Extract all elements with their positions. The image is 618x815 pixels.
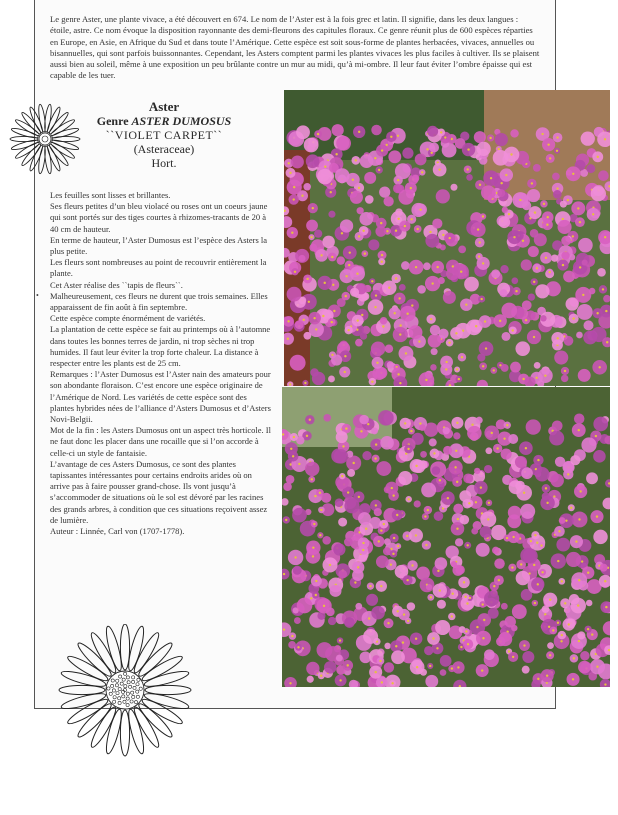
description-paragraph: Ses fleurs petites d’un bleu violacé ou roses ont un coeurs jaune qui sont portés sur des tiges courtes à rhizomes-tracants de 20 à 40 cm de hauteur. <box>50 201 268 234</box>
genre-line <box>84 114 244 128</box>
description-paragraph: Cet Aster réalise des ``tapis de fleurs``. <box>50 279 183 290</box>
daisy-drawing-icon <box>8 102 82 176</box>
species-heading <box>84 100 244 170</box>
genre-prefix: Genre <box>96 114 132 128</box>
variety-name: ``VIOLET CARPET`` <box>105 128 223 142</box>
description-paragraph: Cette espèce compte énormément de variétés. <box>50 313 206 324</box>
intro-paragraph: Le genre Aster, une plante vivace, a été découvert en 674. Le nom de l’Aster est à la fois grec et latin. Il signifie, dans les deux langues : étoile, astre. Ce nom évoque la disposition rayonnante des demi-fleurons des capitules floraux. Ce genre réunit plus de 600 espèces réparties en Europe, en Asie, en Afrique du Sud et dans toute l’Amérique. Cette espèce est soit sous-forme de plantes herbacées, vivaces, annuelles ou bisannuelles, qui sont parfois buissonnantes. Cependant, les Asters comptent parmi les plantes vivaces les plus faciles à cultiver. Ils se plaisent aussi bien au soleil, même à une exposition un peu brûlante contre un mur au midi, qu’à mi-ombre. Il leur faut éviter l’ombre épaisse qui est capable de les tuer. <box>50 14 540 81</box>
aster-photo-bottom <box>282 387 610 687</box>
description-body <box>50 190 272 537</box>
aster-photo-top <box>284 90 610 386</box>
description-paragraph: Les fleurs sont nombreuses au point de recouvrir entièrement la plante. <box>50 257 267 279</box>
species-title: Aster <box>148 99 180 114</box>
daisy-drawing-icon <box>56 624 194 762</box>
bullet-mark: • <box>36 291 39 300</box>
description-paragraph: Les feuilles sont lisses et brillantes. <box>50 190 171 200</box>
description-paragraph: La plantation de cette espèce se fait au printemps où à l’automne dans toutes les bonnes terres de jardin, ni trop sèches ni trop humides. Il faut leur éviter la trop forte chaleur. La distance à respecter entre les plants est de 25 cm. <box>50 324 271 369</box>
description-paragraph: Remarques : l’Aster Dumosus est l’Aster nain des amateurs pour son abondante floraison. C’est encore une espèce originaire de l’Amérique de Nord. Les variétés de cette espèce sont des plantes hybrides nées de l’alliance d’Asters Dumosus et d’Asters Novi-Belgii. <box>50 369 271 425</box>
description-paragraph: Malheureusement, ces fleurs ne durent que trois semaines. Elles apparaissent de fin août à fin septembre. <box>50 290 268 313</box>
description-paragraph: En terme de hauteur, l’Aster Dumosus est l’espèce des Asters la plus petite. <box>50 234 268 257</box>
description-paragraph: Auteur : Linnée, Carl von (1707-1778). <box>50 526 185 537</box>
description-paragraph: Mot de la fin : les Asters Dumosus ont un aspect très horticole. Il ne faut donc les placer dans une rocaille que si l’on accorde à celle-ci un style de fantaisie. <box>50 425 271 458</box>
genre-name: ASTER DUMOSUS <box>131 114 232 128</box>
description-paragraph: L’avantage de ces Asters Dumosus, ce sont des plantes tapissantes intéressantes pour certains endroits arides où on arrive pas à faire pousser grand-chose. Ils vont jusqu’à s’accommoder de situations où le sol est dévoré par les racines des grands arbres, à condition que ces situations reçoivent assez de lumière. <box>50 458 268 525</box>
family-name: (Asteraceae) <box>133 142 195 156</box>
hort-label: Hort. <box>151 156 177 170</box>
